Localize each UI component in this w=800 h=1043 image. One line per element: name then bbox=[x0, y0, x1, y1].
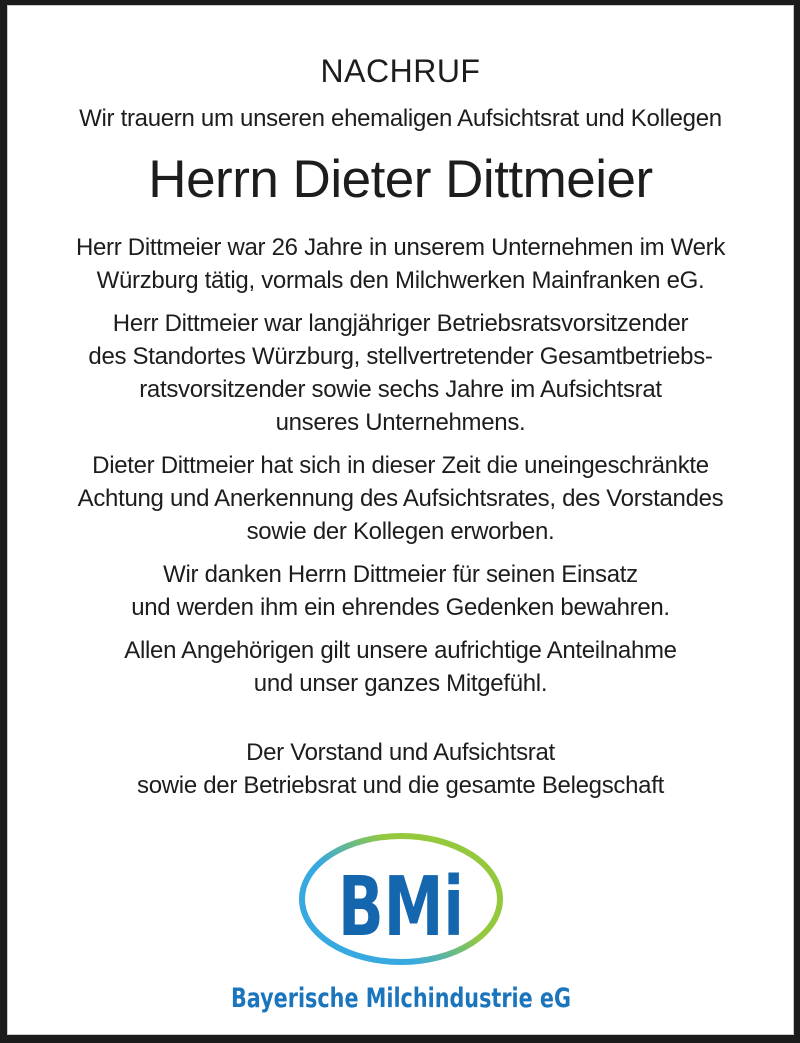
obituary-paragraph-condolence: Allen Angehörigen gilt unsere aufrichtige Anteilnahme und unser ganzes Mitgefühl. bbox=[124, 637, 677, 697]
obituary-paragraph-roles: Herr Dittmeier war langjähriger Betriebsratsvorsitzender des Standortes Würzburg, stellvertretender Gesamtbetriebs- ratsvorsitzender sowie sechs Jahre im Aufsichtsrat unseres Unternehmens. bbox=[88, 310, 713, 436]
company-name-text: Bayerische Milchindustrie eG bbox=[230, 983, 571, 1014]
obituary-paragraph-esteem: Dieter Dittmeier hat sich in dieser Zeit die uneingeschränkte Achtung und Anerkennung des Aufsichtsrates, des Vorstandes sowie der Kollegen erworben. bbox=[77, 452, 724, 545]
notice-type-heading: NACHRUF bbox=[320, 53, 481, 89]
deceased-name: Herrn Dieter Dittmeier bbox=[148, 150, 653, 209]
company-logo bbox=[201, 829, 601, 1017]
obituary-paragraph-tenure: Herr Dittmeier war 26 Jahre in unserem Unternehmen im Werk Würzburg tätig, vormals den Milchwerken Mainfranken eG. bbox=[75, 234, 726, 294]
obituary-paragraph-thanks: Wir danken Herrn Dittmeier für seinen Einsatz und werden ihm ein ehrendes Gedenken bewahren. bbox=[131, 561, 670, 621]
intro-line: Wir trauern um unseren ehemaligen Aufsichtsrat und Kollegen bbox=[79, 105, 722, 132]
signature-block: Der Vorstand und Aufsichtsrat sowie der Betriebsrat und die gesamte Belegschaft bbox=[137, 739, 664, 799]
logo-acronym: BMi bbox=[337, 860, 464, 955]
